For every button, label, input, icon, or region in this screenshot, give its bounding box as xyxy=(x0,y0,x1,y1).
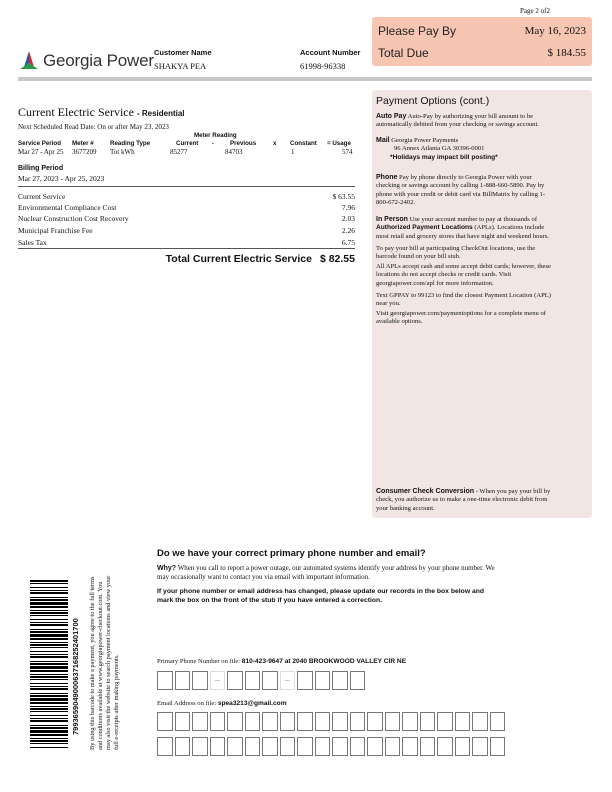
cell-constant: 1 xyxy=(291,148,295,156)
customer-name: SHAKYA PEA xyxy=(154,61,207,71)
barcode-bar xyxy=(30,718,68,719)
barcode-bar xyxy=(30,725,68,726)
pay-summary-box xyxy=(372,17,592,66)
barcode-bar xyxy=(30,711,68,712)
col-current: Current xyxy=(176,140,199,147)
cell-service-period: Mar 27 - Apr 25 xyxy=(18,148,64,156)
col-usage: = Usage xyxy=(327,140,351,147)
barcode-number: 7993659049000637168252401700 xyxy=(71,618,80,735)
barcode-bar xyxy=(30,693,68,694)
checkout-paragraph: To pay your bill at participating CheckOut locations, use the barcode found on your bill stub. xyxy=(376,245,536,261)
email-entry-boxes-row-1 xyxy=(157,712,505,731)
barcode-bar xyxy=(30,663,68,665)
apl-paragraph: All APLs accept cash and some accept debit cards; however, these locations do not accept checks or credit cards. Visit georgiapower.com/apl for more information. xyxy=(376,263,551,287)
cell-meter: 3677209 xyxy=(72,148,97,156)
electric-total-label: Total Current Electric Service xyxy=(165,253,312,265)
charge-row xyxy=(18,214,355,224)
email-char-box[interactable] xyxy=(332,712,348,731)
barcode-bar xyxy=(30,679,68,680)
email-char-box[interactable] xyxy=(210,737,226,756)
electric-subtitle: - Residential xyxy=(136,109,185,118)
email-char-box[interactable] xyxy=(332,737,348,756)
barcode-bar xyxy=(30,599,68,601)
charge-label: Municipal Franchise Fee xyxy=(18,226,93,235)
email-on-file xyxy=(157,700,287,707)
charge-amount: 2.26 xyxy=(341,226,355,235)
email-on-file-label: Email Address on file: xyxy=(157,700,217,707)
barcode-bar xyxy=(30,695,68,697)
email-on-file-value: spea3213@gmail.com xyxy=(217,700,287,707)
account-number-label: Account Number xyxy=(300,48,361,57)
consumer-check-text: - When you pay your bill by check, you authorize us to make a one-time electronic debit from your banking account. xyxy=(376,488,551,512)
email-char-box[interactable] xyxy=(402,712,418,731)
email-char-box[interactable] xyxy=(385,712,401,731)
charge-row xyxy=(18,226,355,236)
col-x: x xyxy=(273,140,277,147)
barcode-bar xyxy=(30,634,68,637)
payment-barcode xyxy=(30,580,68,748)
why-paragraph xyxy=(157,564,497,582)
mail-label: Mail xyxy=(376,137,390,144)
barcode-bar xyxy=(30,597,68,598)
auto-pay-text: Auto-Pay by authorizing your bill amount to be automatically debited from your checking or savings account. xyxy=(376,113,539,129)
why-text: When you call to report a power outage, our automated systems identify your address by your phone number. We may occasionally want to contact you via email with important information. xyxy=(157,564,495,581)
col-reading-type: Reading Type xyxy=(110,140,151,147)
barcode-bar xyxy=(30,686,68,687)
billing-period-label: Billing Period xyxy=(18,165,64,172)
barcode-bar xyxy=(30,688,68,690)
col-meter: Meter # xyxy=(72,140,94,147)
charge-row xyxy=(18,192,355,202)
email-char-box[interactable] xyxy=(367,712,383,731)
electric-title: Current Electric Service xyxy=(18,105,134,119)
phone-digit-box[interactable] xyxy=(262,671,278,690)
mail-note: *Holidays may impact bill posting* xyxy=(390,153,498,161)
phone-digit-box[interactable] xyxy=(227,671,243,690)
auto-pay-paragraph xyxy=(376,113,552,130)
email-char-box[interactable] xyxy=(297,737,313,756)
email-char-box[interactable] xyxy=(315,712,331,731)
barcode-bar xyxy=(30,676,68,678)
page-number: Page 2 of2 xyxy=(520,7,550,15)
barcode-bar xyxy=(30,644,68,646)
apl-link: Authorized Payment Locations xyxy=(376,224,473,232)
phone-text: Pay by phone directly to Georgia Power with your checking or savings account by calling 1-888-660-5890. Pay by phone with your credit or debit card via BillMatrix by calling 1-800-672-2402. xyxy=(376,174,546,207)
barcode-bar xyxy=(30,730,68,733)
cell-previous: 84703 xyxy=(225,148,243,156)
in-person-text: Use your account number to pay at thousands of xyxy=(409,216,538,223)
brand-name: Georgia Power xyxy=(43,51,154,70)
barcode-bar xyxy=(30,619,68,620)
phone-digit-box[interactable] xyxy=(332,671,348,690)
total-due-amount: $ 184.55 xyxy=(547,47,586,59)
barcode-bar xyxy=(30,612,68,614)
charge-label: Nuclear Construction Cost Recovery xyxy=(18,214,129,223)
barcode-bar xyxy=(30,602,68,605)
charge-label: Sales Tax xyxy=(18,238,47,247)
barcode-bar xyxy=(30,734,68,736)
total-due-label: Total Due xyxy=(378,46,429,60)
section-title xyxy=(18,105,185,120)
meter-reading-label: Meter Reading xyxy=(194,132,237,139)
update-instruction: If your phone number or email address has changed, please update our records in the box below and mark the box on the front of the stub if you have entered a correction. xyxy=(157,588,485,604)
email-char-box[interactable] xyxy=(280,737,296,756)
email-char-box[interactable] xyxy=(210,712,226,731)
cell-current: 85277 xyxy=(170,148,188,156)
barcode-bar xyxy=(30,747,68,748)
account-number: 61998-96338 xyxy=(300,61,346,71)
email-char-box[interactable] xyxy=(437,712,453,731)
email-char-box[interactable] xyxy=(315,737,331,756)
email-char-box[interactable] xyxy=(157,712,173,731)
email-char-box[interactable] xyxy=(350,712,366,731)
barcode-bar xyxy=(30,670,68,672)
email-char-box[interactable] xyxy=(262,712,278,731)
charge-amount: $ 63.55 xyxy=(332,192,355,201)
in-person-text-2: (APLs). Locations include most retail and grocery stores that have night and weekend hours. xyxy=(376,224,550,240)
email-char-box[interactable] xyxy=(262,737,278,756)
barcode-bar xyxy=(30,666,68,669)
georgia-power-logo-icon xyxy=(18,50,40,72)
barcode-terms: By using this barcode to make a payment, you agree to the full terms and conditions available at www.georgiapower-checkout.com. You may also visit the website to search payment locations and view your full e-receipts after making payments. xyxy=(89,575,120,750)
consumer-check-paragraph xyxy=(376,488,552,513)
barcode-bar xyxy=(30,587,68,588)
barcode-bar xyxy=(30,706,68,707)
pay-by-label: Please Pay By xyxy=(378,24,457,38)
consumer-check-label: Consumer Check Conversion xyxy=(376,488,475,495)
email-char-box[interactable] xyxy=(455,712,471,731)
customer-name-label: Customer Name xyxy=(154,48,212,57)
email-char-box[interactable] xyxy=(490,712,506,731)
barcode-bar xyxy=(30,720,68,722)
billing-period: Mar 27, 2023 - Apr 25, 2023 xyxy=(18,174,105,183)
email-char-box[interactable] xyxy=(192,712,208,731)
barcode-bar xyxy=(30,647,68,648)
barcode-bar xyxy=(30,715,68,716)
charge-row xyxy=(18,203,355,213)
col-minus: - xyxy=(212,140,215,147)
barcode-bar xyxy=(30,642,68,643)
charge-amount: 2.03 xyxy=(341,214,355,223)
email-char-box[interactable] xyxy=(245,712,261,731)
phone-on-file-label: Primary Phone Number on file: xyxy=(157,658,241,665)
email-char-box[interactable] xyxy=(367,737,383,756)
barcode-bar xyxy=(30,580,68,582)
cell-usage: 574 xyxy=(342,148,353,156)
col-constant: Constant xyxy=(290,140,317,147)
barcode-bar xyxy=(30,738,68,739)
phone-separator: – xyxy=(210,671,226,690)
phone-digit-box[interactable] xyxy=(192,671,208,690)
email-char-box[interactable] xyxy=(420,737,436,756)
email-char-box[interactable] xyxy=(350,737,366,756)
barcode-bar xyxy=(30,708,68,710)
charge-amount: 6.75 xyxy=(341,238,355,247)
barcode-bar xyxy=(30,654,68,655)
barcode-bar xyxy=(30,590,68,591)
barcode-bar xyxy=(30,702,68,704)
phone-separator: – xyxy=(280,671,296,690)
email-char-box[interactable] xyxy=(175,737,191,756)
barcode-bar xyxy=(30,661,68,662)
barcode-bar xyxy=(30,631,68,633)
email-char-box[interactable] xyxy=(157,737,173,756)
cell-reading-type: Tot kWh xyxy=(110,148,135,156)
barcode-bar xyxy=(30,651,68,652)
phone-digit-box[interactable] xyxy=(315,671,331,690)
email-char-box[interactable] xyxy=(472,712,488,731)
phone-digit-box[interactable] xyxy=(157,671,173,690)
divider xyxy=(18,186,355,187)
charge-label: Environmental Compliance Cost xyxy=(18,203,117,212)
pay-by-date: May 16, 2023 xyxy=(524,25,586,37)
email-char-box[interactable] xyxy=(490,737,506,756)
email-char-box[interactable] xyxy=(280,712,296,731)
barcode-bar xyxy=(30,727,68,729)
header-divider xyxy=(18,77,592,81)
phone-on-file xyxy=(157,658,406,665)
barcode-bar xyxy=(30,629,68,630)
auto-pay-label: Auto Pay xyxy=(376,113,407,120)
barcode-bar xyxy=(30,674,68,675)
email-char-box[interactable] xyxy=(175,712,191,731)
barcode-bar xyxy=(30,624,68,626)
stub-title: Do we have your correct primary phone number and email? xyxy=(157,548,426,559)
barcode-bar xyxy=(30,610,68,611)
email-char-box[interactable] xyxy=(297,712,313,731)
in-person-paragraph xyxy=(376,216,552,241)
barcode-bar xyxy=(30,743,68,744)
mail-paragraph xyxy=(376,137,552,162)
email-char-box[interactable] xyxy=(455,737,471,756)
mail-line2: 96 Annex Atlanta GA 30396-0001 xyxy=(394,145,485,153)
barcode-bar xyxy=(30,656,68,658)
phone-digit-box[interactable] xyxy=(245,671,261,690)
phone-digit-box[interactable] xyxy=(175,671,191,690)
email-char-box[interactable] xyxy=(472,737,488,756)
barcode-bar xyxy=(30,606,68,608)
email-char-box[interactable] xyxy=(402,737,418,756)
electric-total xyxy=(166,253,355,265)
why-label: Why? xyxy=(157,565,177,572)
barcode-bar xyxy=(30,698,68,701)
charge-label: Current Service xyxy=(18,192,66,201)
mail-line1: Georgia Power Payments xyxy=(391,137,459,144)
barcode-bar xyxy=(30,683,68,684)
phone-entry-boxes xyxy=(157,671,365,690)
phone-digit-box[interactable] xyxy=(350,671,366,690)
email-char-box[interactable] xyxy=(385,737,401,756)
phone-on-file-value: 810-423-9647 at 2040 BROOKWOOD VALLEY CIR NE xyxy=(241,658,407,665)
email-char-box[interactable] xyxy=(227,737,243,756)
col-service-period: Service Period xyxy=(18,140,61,147)
barcode-bar xyxy=(30,622,68,623)
barcode-bar xyxy=(30,592,68,594)
brand-logo xyxy=(18,50,154,72)
barcode-bar xyxy=(30,583,68,584)
email-char-box[interactable] xyxy=(192,737,208,756)
phone-label: Phone xyxy=(376,174,398,181)
gppay-paragraph: Text GPPAY to 99123 to find the closest Payment Location (APL) near you. xyxy=(376,292,551,308)
email-char-box[interactable] xyxy=(245,737,261,756)
col-previous: Previous xyxy=(230,140,257,147)
phone-digit-box[interactable] xyxy=(297,671,313,690)
barcode-bar xyxy=(30,615,68,616)
email-char-box[interactable] xyxy=(227,712,243,731)
email-char-box[interactable] xyxy=(437,737,453,756)
barcode-bar xyxy=(30,638,68,640)
payment-options-title: Payment Options (cont.) xyxy=(376,95,490,107)
electric-total-amount: $ 82.55 xyxy=(319,253,355,265)
charge-row xyxy=(18,238,355,249)
visit-paragraph: Visit georgiapower.com/paymentoptions for a complete menu of available options. xyxy=(376,310,546,326)
phone-paragraph xyxy=(376,174,552,208)
barcode-bar xyxy=(30,740,68,742)
email-entry-boxes-row-2 xyxy=(157,737,505,756)
in-person-label: In Person xyxy=(376,216,408,223)
next-read-date: Next Scheduled Read Date: On or after May 23, 2023 xyxy=(18,123,169,131)
email-char-box[interactable] xyxy=(420,712,436,731)
charge-amount: 7.96 xyxy=(341,203,355,212)
